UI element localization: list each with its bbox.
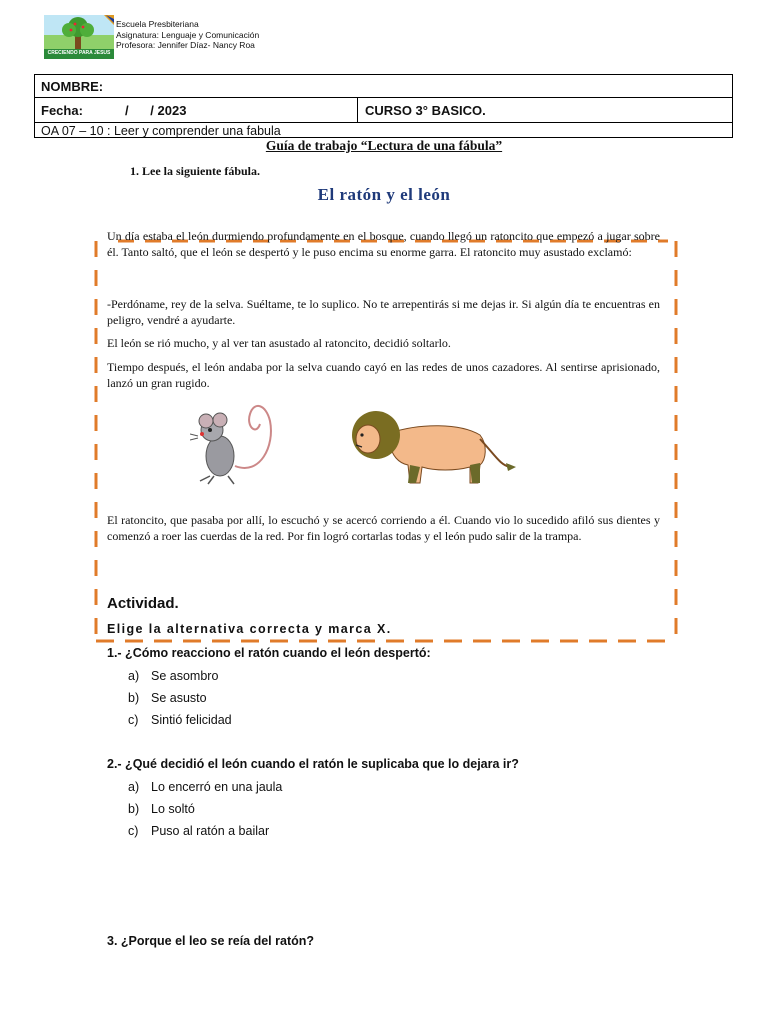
objective-row — [35, 123, 732, 138]
option-letter: b) — [128, 691, 140, 705]
option-letter: a) — [128, 669, 140, 683]
question-1: 1.- ¿Cómo reacciono el ratón cuando el león despertó: — [107, 646, 431, 660]
option-text: Se asombro — [151, 669, 219, 683]
school-info — [116, 19, 259, 51]
q2-option-b[interactable] — [128, 802, 195, 816]
option-letter: a) — [128, 780, 140, 794]
date-row — [35, 98, 732, 123]
fable-paragraph-4: Tiempo después, el león andaba por la selva cuando cayó en las redes de unos cazadores. Al sentirse aprisionado, lanzó un gran rugido. — [107, 360, 660, 390]
q1-option-c[interactable] — [128, 713, 232, 727]
q1-option-a[interactable] — [128, 669, 218, 683]
fable-title: El ratón y el león — [317, 185, 451, 204]
lion-illustration — [350, 405, 520, 487]
fecha-field[interactable]: / / 2023 — [125, 102, 187, 118]
activity-instruction: Elige la alternativa correcta y marca X. — [107, 622, 392, 636]
subject: Asignatura: Lenguaje y Comunicación — [116, 29, 260, 40]
student-info-table — [34, 74, 733, 138]
q2-option-a[interactable] — [128, 780, 282, 794]
option-letter: c) — [128, 713, 139, 727]
name-row — [35, 75, 732, 98]
fable-paragraph-1: Un día estaba el león durmiendo profundamente en el bosque, cuando llegó un ratoncito que empezó a jugar sobre él. Tanto saltó, que el león se despertó y le puso encima su enorme garra. El ratoncito muy asustado exclamó: — [107, 229, 660, 259]
option-text: Lo soltó — [151, 802, 195, 816]
table-divider — [357, 98, 358, 122]
school-name: Escuela Presbiteriana — [116, 19, 199, 29]
option-letter: b) — [128, 802, 140, 816]
option-text: Sintió felicidad — [151, 713, 232, 727]
logo-caption: CRECIENDO PARA JESUS — [47, 50, 111, 56]
option-text: Se asusto — [151, 691, 207, 705]
fecha-label: Fecha: — [41, 102, 83, 118]
reading-instruction: 1. Lee la siguiente fábula. — [130, 164, 261, 178]
nombre-label[interactable]: NOMBRE: — [41, 78, 104, 94]
option-text: Puso al ratón a bailar — [151, 824, 270, 838]
fable-paragraph-3: El león se rió mucho, y al ver tan asustado al ratoncito, decidió soltarlo. — [107, 336, 451, 350]
objective-text: OA 07 – 10 : Leer y comprender una fabula — [41, 123, 281, 138]
activity-title: Actividad. — [107, 595, 179, 612]
question-2: 2.- ¿Qué decidió el león cuando el ratón le suplicaba que lo dejara ir? — [107, 757, 519, 771]
curso-label: CURSO 3° BASICO. — [365, 102, 486, 118]
option-text: Lo encerró en una jaula — [151, 780, 283, 794]
mouse-illustration — [190, 396, 285, 491]
option-letter: c) — [128, 824, 139, 838]
q1-option-b[interactable] — [128, 691, 207, 705]
fable-paragraph-5: El ratoncito, que pasaba por allí, lo escuchó y se acercó corriendo a él. Cuando vio lo sucedido afiló sus dientes y comenzó a roer las cuerdas de la red. Por fin logró cortarlas todas y el león pudo salir de la trampa. — [107, 513, 660, 543]
fable-paragraph-2: -Perdóname, rey de la selva. Suéltame, te lo suplico. No te arrepentirás si me dejas ir. Si algún día te encuentras en peligro, vendré a ayudarte. — [107, 297, 660, 327]
question-3: 3. ¿Porque el leo se reía del ratón? — [107, 934, 315, 948]
guide-title: Guía de trabajo “Lectura de una fábula” — [265, 138, 503, 153]
q2-option-c[interactable] — [128, 824, 269, 838]
school-logo — [44, 15, 114, 59]
teachers: Profesora: Jennifer Díaz- Nancy Roa — [116, 40, 255, 50]
